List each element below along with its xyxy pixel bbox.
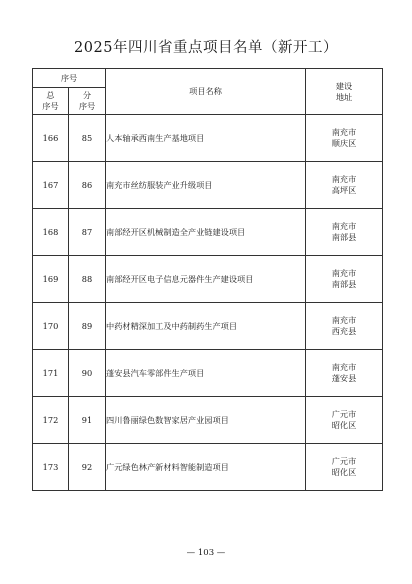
location-cell: 广元市 昭化区 — [306, 444, 383, 491]
project-table — [32, 68, 383, 491]
page-number: — 103 — — [186, 548, 226, 558]
table-body — [33, 115, 383, 491]
table-row — [33, 115, 383, 162]
location-cell: 南充市 高坪区 — [306, 162, 383, 209]
table-row — [33, 444, 383, 491]
project-name-cell: 南部经开区电子信息元器件生产建设项目 — [106, 256, 306, 303]
sub-seq-cell: 92 — [69, 444, 106, 491]
location-cell: 广元市 昭化区 — [306, 397, 383, 444]
project-name-cell: 广元绿色林产新材料智能制造项目 — [106, 444, 306, 491]
total-seq-cell: 166 — [33, 115, 69, 162]
total-seq-cell: 172 — [33, 397, 69, 444]
project-name-cell: 中药材精深加工及中药制药生产项目 — [106, 303, 306, 350]
table-row — [33, 209, 383, 256]
table-row — [33, 397, 383, 444]
document-title: 2025年四川省重点项目名单（新开工） — [74, 40, 338, 56]
project-name-cell: 人本轴承西南生产基地项目 — [106, 115, 306, 162]
header-project-name: 项目名称 — [106, 69, 306, 115]
table-row — [33, 350, 383, 397]
total-seq-cell: 173 — [33, 444, 69, 491]
sub-seq-cell: 86 — [69, 162, 106, 209]
project-name-cell: 蓬安县汽车零部件生产项目 — [106, 350, 306, 397]
sub-seq-cell: 85 — [69, 115, 106, 162]
project-name-cell: 四川鲁丽绿色数智家居产业园项目 — [106, 397, 306, 444]
location-cell: 南充市 西充县 — [306, 303, 383, 350]
table-row — [33, 303, 383, 350]
total-seq-cell: 167 — [33, 162, 69, 209]
header-sub-seq: 分 序号 — [69, 88, 106, 115]
sub-seq-cell: 87 — [69, 209, 106, 256]
total-seq-cell: 171 — [33, 350, 69, 397]
sub-seq-cell: 88 — [69, 256, 106, 303]
sub-seq-cell: 89 — [69, 303, 106, 350]
total-seq-cell: 170 — [33, 303, 69, 350]
header-location: 建设 地址 — [306, 69, 383, 115]
project-name-cell: 南充市丝纺服装产业升级项目 — [106, 162, 306, 209]
total-seq-cell: 168 — [33, 209, 69, 256]
location-cell: 南充市 顺庆区 — [306, 115, 383, 162]
location-cell: 南充市 南部县 — [306, 256, 383, 303]
total-seq-cell: 169 — [33, 256, 69, 303]
table-row — [33, 162, 383, 209]
table-header-row — [33, 69, 383, 88]
sub-seq-cell: 91 — [69, 397, 106, 444]
header-total-seq: 总 序号 — [33, 88, 69, 115]
sub-seq-cell: 90 — [69, 350, 106, 397]
header-seq: 序号 — [33, 69, 106, 88]
project-name-cell: 南部经开区机械制造全产业链建设项目 — [106, 209, 306, 256]
location-cell: 南充市 南部县 — [306, 209, 383, 256]
location-cell: 南充市 蓬安县 — [306, 350, 383, 397]
table-row — [33, 256, 383, 303]
